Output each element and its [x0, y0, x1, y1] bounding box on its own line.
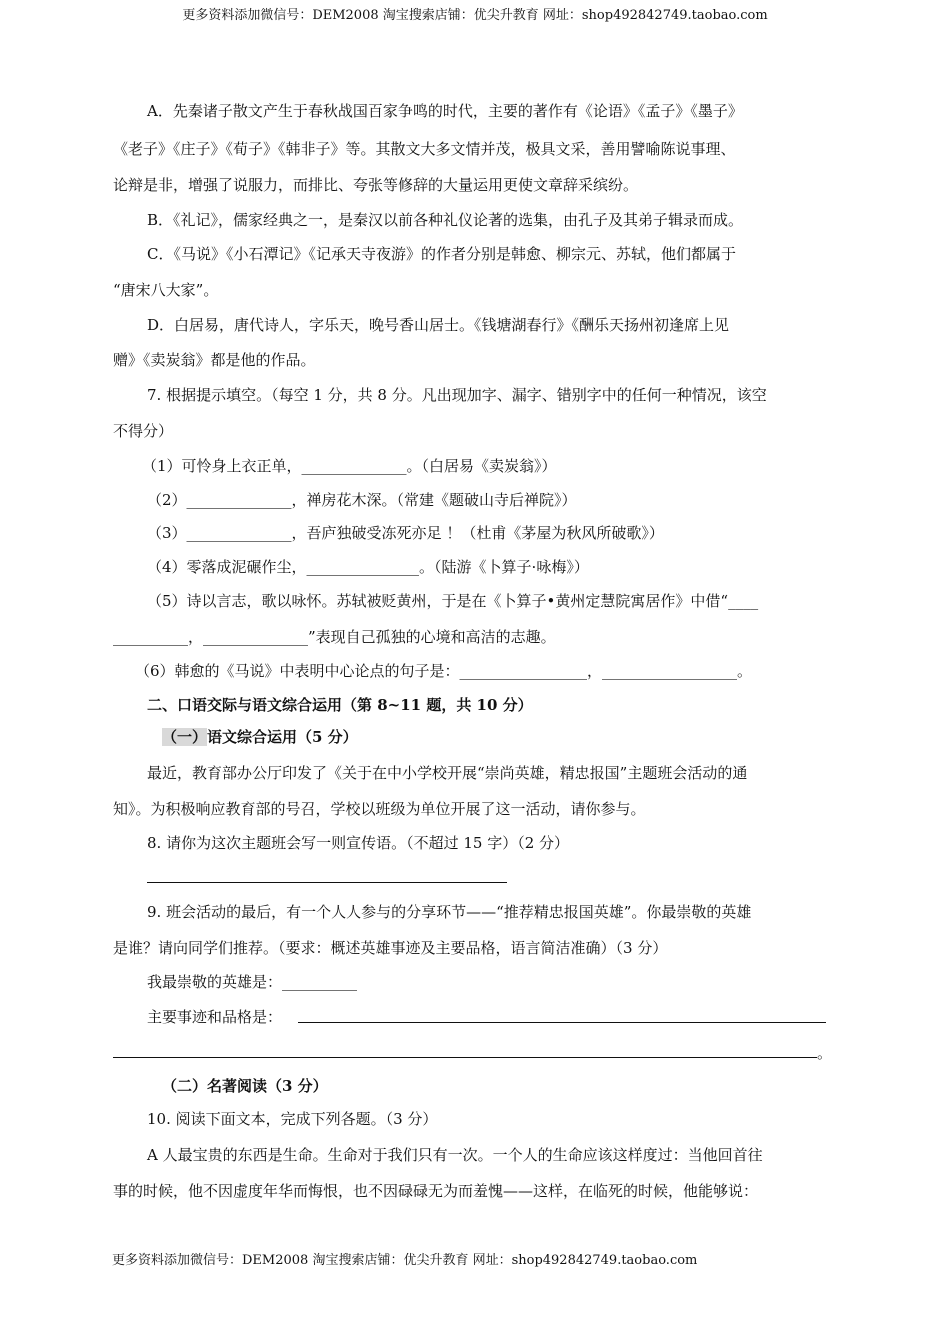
fill-blank-2: （2）______________，禅房花木深。（常建《题破山寺后禅院》） [147, 491, 577, 509]
option-d-line-2: 赠》《卖炭翁》都是他的作品。 [113, 351, 316, 369]
option-a-line-3: 论辩是非，增强了说服力，而排比、夸张等修辞的大量运用更使文章辞采缤纷。 [113, 176, 639, 194]
reading-line-2: 事的时候，他不因虚度年华而悔恨，也不因碌碌无为而羞愧——这样，在临死的时候，他能够说： [113, 1182, 759, 1200]
fill-blank-4: （4）零落成泥碾作尘，_______________。（陆游《卜算子·咏梅》） [147, 558, 589, 576]
answer-line-deeds-2 [113, 1057, 817, 1058]
answer-period: 。 [817, 1044, 833, 1062]
question-7-line-2: 不得分） [113, 422, 174, 440]
question-9-line-1: 9. 班会活动的最后，有一个人人参与的分享环节——“推荐精忠报国英雄”。你最崇敬的英雄 [147, 903, 752, 921]
question-8: 8. 请你为这次主题班会写一则宣传语。（不超过 15 字）（2 分） [147, 834, 570, 852]
answer-line-q8 [147, 882, 507, 883]
option-a-line-2: 《老子》《庄子》《荀子》《韩非子》等。其散文大多文情并茂，极具文采，善用譬喻陈说事理、 [113, 140, 736, 158]
deeds-prompt: 主要事迹和品格是： [147, 1008, 283, 1026]
question-9-line-2: 是谁？请向同学们推荐。（要求：概述英雄事迹及主要品格，语言简洁准确）（3 分） [113, 939, 668, 957]
page-header: 更多资料添加微信号：DEM2008 淘宝搜索店铺：优尖升教育 网址：shop492842749.taobao.com [182, 8, 768, 23]
option-c-line-1: C．《马说》《小石潭记》《记承天寺夜游》的作者分别是韩愈、柳宗元、苏轼，他们都属于 [147, 245, 736, 263]
answer-line-deeds-1 [298, 1022, 826, 1023]
passage-line-1: 最近，教育部办公厅印发了《关于在中小学校开展“崇尚英雄，精忠报国”主题班会活动的通 [147, 764, 748, 782]
hero-prompt: 我最崇敬的英雄是：__________ [147, 973, 358, 991]
question-7-line-1: 7. 根据提示填空。（每空 1 分，共 8 分。凡出现加字、漏字、错别字中的任何一种情况，该空 [147, 386, 767, 404]
option-b-line: B．《礼记》，儒家经典之一，是秦汉以前各种礼仪论著的选集，由孔子及其弟子辑录而成。 [147, 211, 744, 229]
question-10: 10. 阅读下面文本，完成下列各题。（3 分） [147, 1110, 438, 1128]
option-a-line-1: A．先秦诸子散文产生于春秋战国百家争鸣的时代，主要的著作有《论语》《孟子》《墨子》 [147, 102, 743, 120]
option-c-line-2: “唐宋八大家”。 [113, 281, 219, 299]
page-footer: 更多资料添加微信号：DEM2008 淘宝搜索店铺：优尖升教育 网址：shop492842749.taobao.com [112, 1253, 698, 1268]
passage-line-2: 知》。为积极响应教育部的号召，学校以班级为单位开展了这一活动，请你参与。 [113, 800, 646, 818]
fill-blank-5-line-2: __________，______________”表现自己孤独的心境和高洁的志趣。 [113, 628, 556, 646]
subsection-1-tag: （一） [162, 728, 208, 746]
option-d-line-1: D．白居易，唐代诗人，字乐天，晚号香山居士。《钱塘湖春行》《酬乐天扬州初逢席上见 [147, 316, 730, 334]
fill-blank-5-line-1: （5）诗以言志，歌以咏怀。苏轼被贬黄州，于是在《卜算子•黄州定慧院寓居作》中借“____ [147, 592, 759, 610]
fill-blank-1: （1）可怜身上衣正单，______________。（白居易《卖炭翁》） [142, 457, 557, 475]
reading-line-1: A 人最宝贵的东西是生命。生命对于我们只有一次。一个人的生命应该这样度过：当他回首往 [147, 1146, 763, 1164]
fill-blank-3: （3）______________，吾庐独破受冻死亦足 ！（杜甫《茅屋为秋风所破歌》） [147, 524, 664, 542]
subsection-2-heading: （二）名著阅读（3 分） [162, 1077, 328, 1095]
subsection-1-title: 语文综合运用（5 分） [207, 728, 358, 746]
subsection-1-heading [162, 727, 358, 747]
fill-blank-6: （6）韩愈的《马说》中表明中心论点的句子是：_________________，__________________。 [135, 662, 753, 680]
section-2-heading: 二、口语交际与语文综合运用（第 8~11 题，共 10 分） [147, 696, 533, 714]
